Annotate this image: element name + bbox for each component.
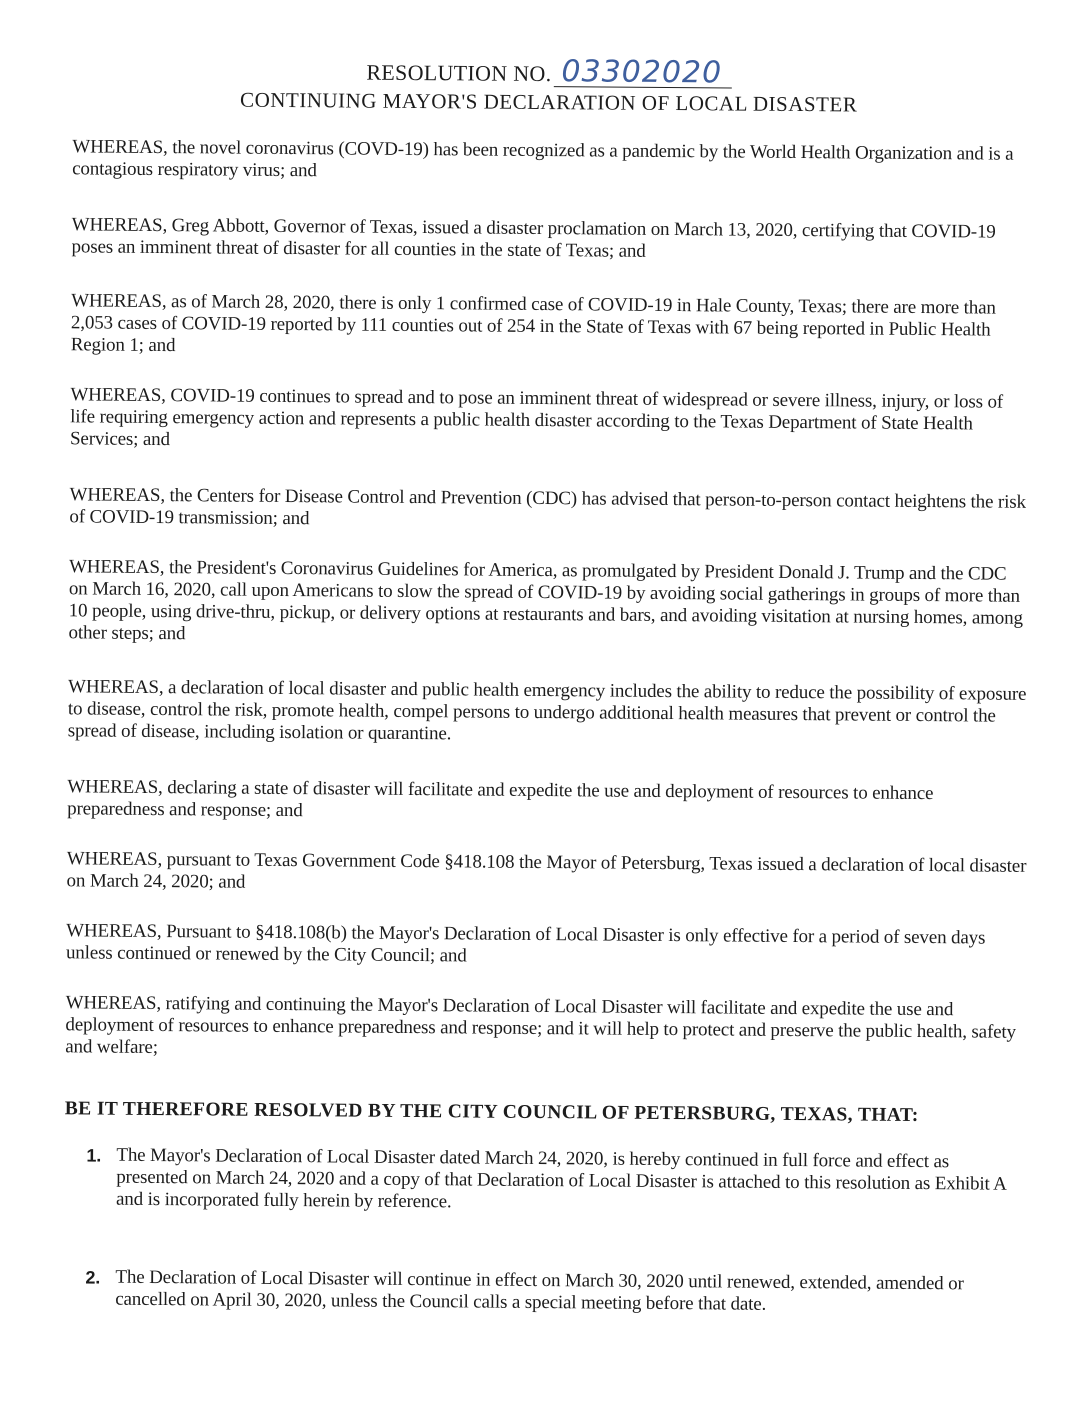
whereas-clause: WHEREAS, ratifying and continuing the Mayor's Declaration of Local Disaster will facilitate and expedite the use and deployment of resources to enhance preparedness and response; and it will help to protect and preserve the public health, safety and welfare; (65, 992, 1017, 1059)
document-body (64, 136, 1032, 1315)
resolution-label: RESOLUTION NO. (366, 59, 552, 87)
resolved-heading: BE IT THEREFORE RESOLVED BY THE CITY COUNCIL OF PETERSBURG, TEXAS, THAT: (64, 1098, 919, 1126)
document-title: CONTINUING MAYOR'S DECLARATION OF LOCAL DISASTER (240, 87, 858, 117)
whereas-clause: WHEREAS, declaring a state of disaster will facilitate and expedite the use and deployment of resources to enhance preparedness and response; and (67, 776, 934, 822)
resolved-item-number: 2. (85, 1267, 101, 1288)
whereas-clause: WHEREAS, the President's Coronavirus Guidelines for America, as promulgated by President Donald J. Trump and the CDC on March 16, 2020, call upon Americans to slow the spread of COVID-19 by avoiding social gatherings in groups of more than 10 people, using drive-thru, pickup, or delivery options at restaurants and bars, and avoiding visitation at nursing homes, among other steps; and (68, 556, 1023, 645)
resolved-item (86, 1144, 1016, 1218)
resolved-item-number: 1. (86, 1145, 102, 1166)
whereas-clause: WHEREAS, Greg Abbott, Governor of Texas, issued a disaster proclamation on March 13, 2020, certifying that COVID-19 poses an imminent threat of disaster for all counties in the state of Texas; and (71, 214, 996, 262)
document-header (5, 54, 1088, 120)
resolved-item-text: The Mayor's Declaration of Local Disaster dated March 24, 2020, is hereby continued in full force and effect as presented on March 24, 2020 and a copy of that Declaration of Local Disaster is attached to this resolution as Exhibit A and is incorporated fully herein by reference. (115, 1144, 1006, 1213)
whereas-clause: WHEREAS, the novel coronavirus (COVD-19) has been recognized as a pandemic by the World Health Organization and is a contagious respiratory virus; and (72, 136, 1014, 182)
whereas-clause: WHEREAS, the Centers for Disease Control and Prevention (CDC) has advised that person-to-person contact heightens the risk of COVID-19 transmission; and (69, 484, 1026, 530)
whereas-clause: WHEREAS, pursuant to Texas Government Code §418.108 the Mayor of Petersburg, Texas issued a declaration of local disaster on March 24, 2020; and (66, 848, 1027, 893)
whereas-clause: WHEREAS, as of March 28, 2020, there is only 1 confirmed case of COVID-19 in Hale County, Texas; there are more than 2,053 cases of COVID-19 reported by 111 counties out of 254 in the State of Texas with 67 being reported in Public Health Region 1; and (70, 290, 996, 357)
resolved-item-text: The Declaration of Local Disaster will continue in effect on March 30, 2020 until renewed, extended, amended or cancelled on April 30, 2020, unless the Council calls a special meeting before that date. (115, 1266, 964, 1315)
resolved-item (85, 1266, 1015, 1318)
whereas-clause: WHEREAS, Pursuant to §418.108(b) the Mayor's Declaration of Local Disaster is only effective for a period of seven days unless continued or renewed by the City Council; and (65, 920, 986, 967)
whereas-clause: WHEREAS, a declaration of local disaster and public health emergency includes the ability to reduce the possibility of exposure to disease, control the risk, promote health, compel persons to undergo additional health measures that prevent or control the spread of disease, including isolation or quarantine. (67, 676, 1027, 745)
resolution-number: 03302020 (553, 58, 731, 88)
whereas-clause: WHEREAS, COVID-19 continues to spread and to pose an imminent threat of widespread or severe illness, injury, or loss of life requiring emergency action and represents a public health disaster according to the Texas Department of State Health Services; and (69, 384, 1004, 451)
